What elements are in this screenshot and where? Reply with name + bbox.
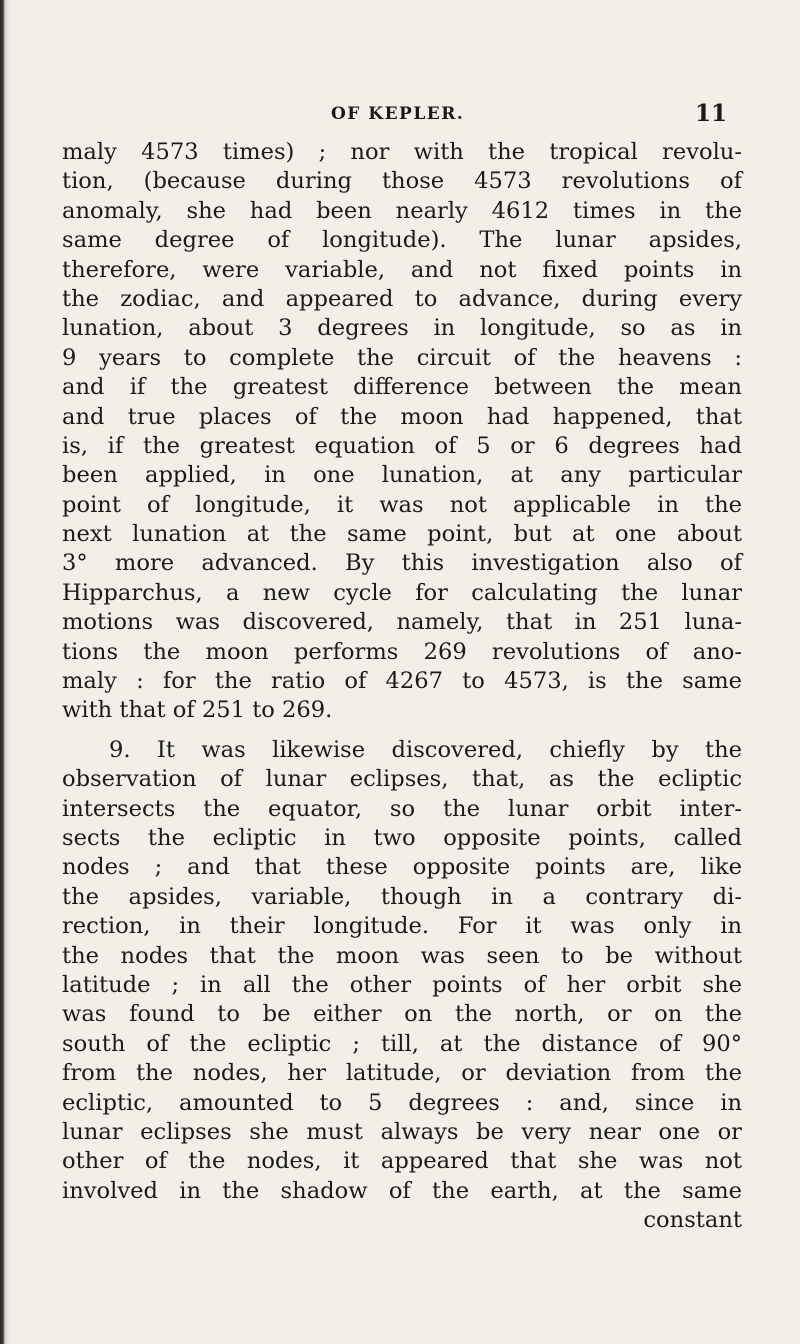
- text-line: anomaly, she had been nearly 4612 times in the: [62, 197, 742, 224]
- text-line: nodes ; and that these opposite points are, like: [62, 854, 742, 881]
- text-line: the apsides, variable, though in a contrary di-: [62, 883, 742, 910]
- text-line: next lunation at the same point, but at one about: [62, 521, 742, 548]
- text-line: motions was discovered, namely, that in 251 luna-: [62, 609, 742, 636]
- text-line: south of the ecliptic ; till, at the distance of 90°: [62, 1030, 742, 1057]
- binding-shadow: [0, 0, 14, 1344]
- text-line: tion, (because during those 4573 revolutions of: [62, 168, 742, 195]
- text-line: other of the nodes, it appeared that she was not: [62, 1148, 742, 1175]
- catchword: constant: [643, 1207, 742, 1234]
- text-line: involved in the shadow of the earth, at the same: [62, 1177, 742, 1204]
- text-line: the zodiac, and appeared to advance, during every: [62, 285, 742, 312]
- text-line: lunation, about 3 degrees in longitude, so as in: [62, 315, 742, 342]
- text-line: therefore, were variable, and not fixed points in: [62, 256, 742, 283]
- text-line: 9 years to complete the circuit of the heavens :: [62, 344, 742, 371]
- text-line: 3° more advanced. By this investigation also of: [62, 550, 742, 577]
- text-line: the nodes that the moon was seen to be without: [62, 942, 742, 969]
- text-line: observation of lunar eclipses, that, as the ecliptic: [62, 766, 742, 793]
- page-header: [0, 100, 800, 134]
- text-line: same degree of longitude). The lunar apsides,: [62, 227, 742, 254]
- text-line: latitude ; in all the other points of her orbit she: [62, 971, 742, 998]
- text-line: and if the greatest difference between the mean: [62, 374, 742, 401]
- text-line: Hipparchus, a new cycle for calculating the lunar: [62, 579, 742, 606]
- text-line: sects the ecliptic in two opposite points, called: [62, 824, 742, 851]
- running-head: OF KEPLER.: [331, 104, 465, 124]
- body-text: [62, 138, 742, 1235]
- text-line: was found to be either on the north, or on the: [62, 1001, 742, 1028]
- page-number: 11: [695, 100, 728, 127]
- text-line: from the nodes, her latitude, or deviation from the: [62, 1060, 742, 1087]
- paragraph-start-line: 9. It was likewise discovered, chiefly by the: [109, 736, 742, 763]
- text-line: been applied, in one lunation, at any particular: [62, 462, 742, 489]
- text-line: ecliptic, amounted to 5 degrees : and, since in: [62, 1089, 742, 1116]
- text-line: and true places of the moon had happened, that: [62, 403, 742, 430]
- text-line: tions the moon performs 269 revolutions of ano-: [62, 638, 742, 665]
- text-line: point of longitude, it was not applicable in the: [62, 491, 742, 518]
- paragraph-end-line: with that of 251 to 269.: [62, 697, 333, 724]
- text-line: rection, in their longitude. For it was only in: [62, 913, 742, 940]
- text-line: maly 4573 times) ; nor with the tropical revolu-: [62, 139, 742, 165]
- text-line: intersects the equator, so the lunar orbit inter-: [62, 795, 742, 822]
- text-line: is, if the greatest equation of 5 or 6 degrees had: [62, 432, 742, 459]
- text-line: maly : for the ratio of 4267 to 4573, is the same: [62, 668, 742, 695]
- text-line: lunar eclipses she must always be very near one or: [62, 1118, 742, 1145]
